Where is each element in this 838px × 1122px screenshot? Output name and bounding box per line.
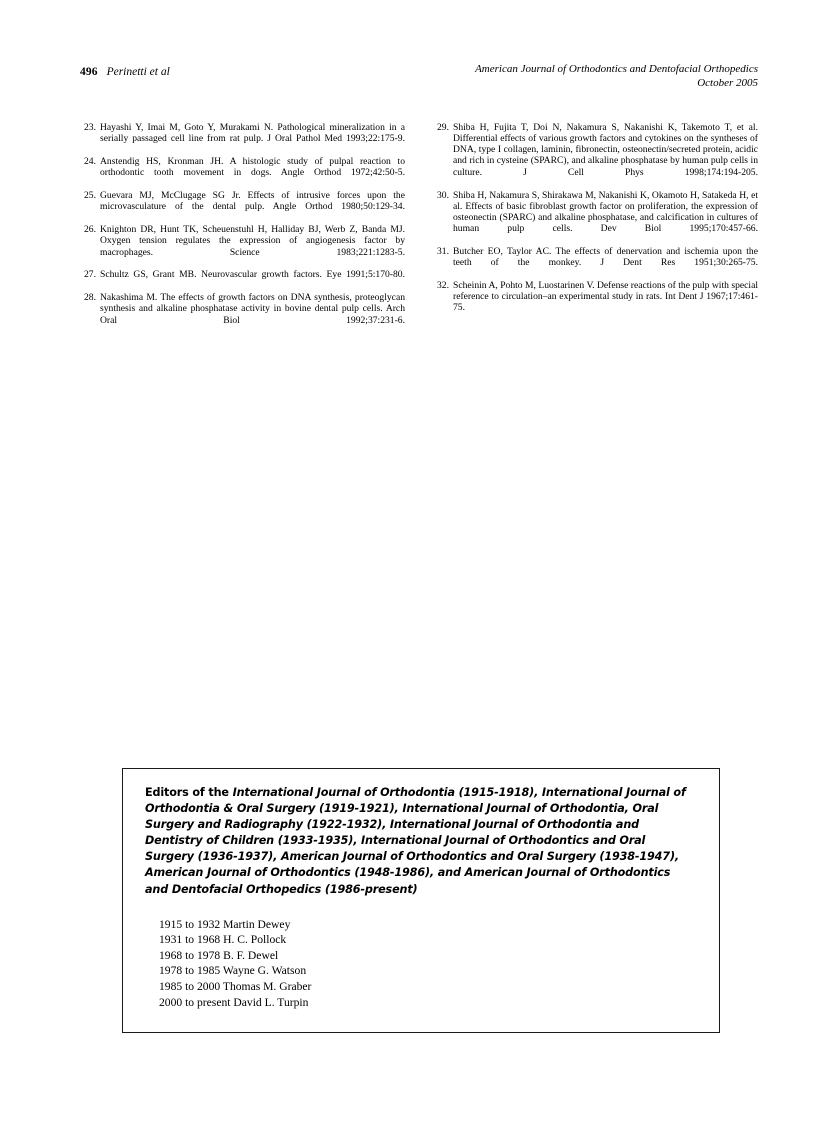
journal-title: American Journal of Orthodontics and Dentofacial Orthopedics [475,63,758,75]
editors-intro-label: Editors of the [145,786,233,799]
reference-item [433,190,758,246]
editor-row: 1978 to 1985 Wayne G. Watson [159,964,307,978]
reference-number: 28. [84,292,96,304]
reference-text: Schultz GS, Grant MB. Neurovascular growth factors. Eye 1991;5:170-80. [100,269,405,281]
editor-row: 1985 to 2000 Thomas M. Graber [159,980,312,994]
reference-number: 32. [437,279,449,291]
reference-list [80,122,758,338]
reference-text: Butcher EO, Taylor AC. The effects of denervation and ischemia upon the teeth of the monkey. J Dent Res 1951;30:265-75. [453,245,758,269]
reference-text: Shiba H, Fujita T, Doi N, Nakamura S, Nakanishi K, Takemoto T, et al. Differential effects of various growth factors and cytokines on the syntheses of DNA, type I collagen, laminin, fibronectin, osteonectin/secreted protein, acidic and rich in cysteine (SPARC), and alkaline phosphatase by human pulp cells in culture. J Cell Phys 1998;174:194-205. [453,122,758,178]
reference-text: Shiba H, Nakamura S, Shirakawa M, Nakanishi K, Okamoto H, Satakeda H, et al. Effects of basic fibroblast growth factor on proliferation, the expression of osteonectin (SPARC) and alkaline phosphatase, and calcification in cultures of human pulp cells. Dev Biol 1995;170:457-66. [453,189,758,234]
running-head-left [80,62,170,80]
editor-row: 1931 to 1968 H. C. Pollock [159,933,287,947]
reference-item [80,269,405,291]
reference-text: Hayashi Y, Imai M, Goto Y, Murakami N. Pathological mineralization in a serially passaged cell line from rat pulp. J Oral Pathol Med 1993;22:175-9. [100,122,405,145]
reference-number: 24. [84,156,96,168]
reference-item [433,246,758,279]
editor-row: 1915 to 1932 Martin Dewey [159,917,291,931]
reference-number: 31. [437,245,449,257]
reference-column-left [80,122,405,338]
reference-item [80,292,405,337]
reference-number: 29. [437,122,449,133]
issue-date: October 2005 [697,77,758,89]
editors-box [122,768,720,1033]
reference-text: Guevara MJ, McClugage SG Jr. Effects of intrusive forces upon the microvasculature of the dental pulp. Angle Orthod 1980;50:129-34. [100,190,405,213]
editors-journal-history [145,785,697,898]
reference-number: 26. [84,224,96,236]
reference-number: 25. [84,190,96,202]
editors-box-content [123,769,719,1010]
running-head [80,62,758,98]
page-number: 496 [80,66,98,78]
reference-item [433,280,758,325]
editors-journal-titles: International Journal of Orthodontia (1915-1918), International Journal of Orthodontia & Oral Surgery (1919-1921), International Journal of Orthodontia, Oral Surgery and Radiography (1922-1932), International Journal of Orthodontia and Dentistry of Children (1933-1935), International Journal of Orthodontics and Oral Surgery (1936-1937), American Journal of Orthodontics and Oral Surgery (1938-1947), American Journal of Orthodontics (1948-1986), and American Journal of Orthodontics and Dentofacial Orthopedics (1986-present) [145,786,686,896]
editor-row: 2000 to present David L. Turpin [159,995,309,1009]
reference-text: Scheinin A, Pohto M, Luostarinen V. Defense reactions of the pulp with special reference to circulation–an experimental study in rats. Int Dent J 1967;17:461-75. [453,279,758,314]
reference-text: Anstendig HS, Kronman JH. A histologic study of pulpal reaction to orthodontic tooth movement in dogs. Angle Orthod 1972;42:50-5. [100,156,405,179]
reference-item [80,122,405,155]
editors-tenure-list [159,917,697,1011]
reference-item [80,224,405,269]
running-head-authors: Perinetti et al [106,66,170,78]
reference-item [80,156,405,189]
reference-item [433,122,758,189]
editor-row: 1968 to 1978 B. F. Dewel [159,948,279,962]
reference-number: 30. [437,189,449,201]
reference-text: Nakashima M. The effects of growth factors on DNA synthesis, proteoglycan synthesis and alkaline phosphatase activity in bovine dental pulp cells. Arch Oral Biol 1992;37:231-6. [100,292,405,326]
reference-number: 23. [84,122,96,133]
running-head-right [475,62,758,90]
reference-item [80,190,405,223]
reference-number: 27. [84,269,96,281]
reference-text: Knighton DR, Hunt TK, Scheuenstuhl H, Halliday BJ, Werb Z, Banda MJ. Oxygen tension regulates the expression of angiogenesis factor by macrophages. Science 1983;221:1283-5. [100,224,405,258]
reference-column-right [433,122,758,338]
